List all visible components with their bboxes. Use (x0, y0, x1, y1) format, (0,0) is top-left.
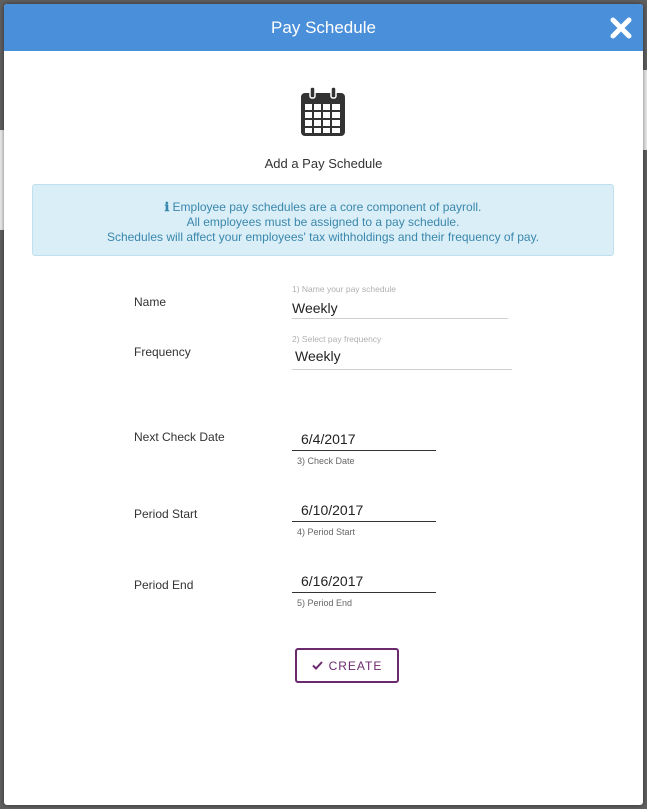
info-line-1: Employee pay schedules are a core component of payroll. (172, 200, 482, 214)
modal-title: Pay Schedule (271, 17, 376, 37)
info-line-3: Schedules will affect your employees' tax withholdings and their frequency of pay. (106, 230, 540, 244)
check-icon (312, 661, 323, 670)
period-end-hint: 5) Period End (297, 598, 353, 608)
frequency-hint: 2) Select pay frequency (292, 334, 382, 344)
backdrop-panel (643, 70, 647, 150)
info-alert (32, 184, 614, 256)
frequency-select[interactable]: Weekly (292, 348, 512, 370)
create-button[interactable] (295, 648, 399, 683)
name-label: Name (134, 295, 167, 309)
next-check-date-label: Next Check Date (134, 430, 225, 444)
info-line-2: All employees must be assigned to a pay schedule. (186, 215, 460, 229)
modal-header (4, 4, 643, 51)
name-hint: 1) Name your pay schedule (292, 284, 396, 294)
frequency-label: Frequency (134, 345, 191, 359)
period-end-label: Period End (134, 578, 194, 592)
close-icon[interactable] (609, 16, 633, 40)
create-button-label: CREATE (328, 658, 383, 673)
period-start-input[interactable] (292, 498, 436, 522)
next-check-date-hint: 3) Check Date (297, 456, 355, 466)
next-check-date-input[interactable] (292, 427, 436, 451)
calendar-icon (299, 86, 347, 138)
pay-schedule-modal (4, 4, 643, 805)
period-start-hint: 4) Period Start (297, 527, 356, 537)
info-line (33, 200, 613, 215)
info-icon: ℹ (164, 200, 170, 214)
name-input[interactable] (292, 298, 508, 319)
period-end-input[interactable] (292, 569, 436, 593)
period-start-label: Period Start (134, 507, 198, 521)
modal-subtitle: Add a Pay Schedule (264, 156, 383, 171)
